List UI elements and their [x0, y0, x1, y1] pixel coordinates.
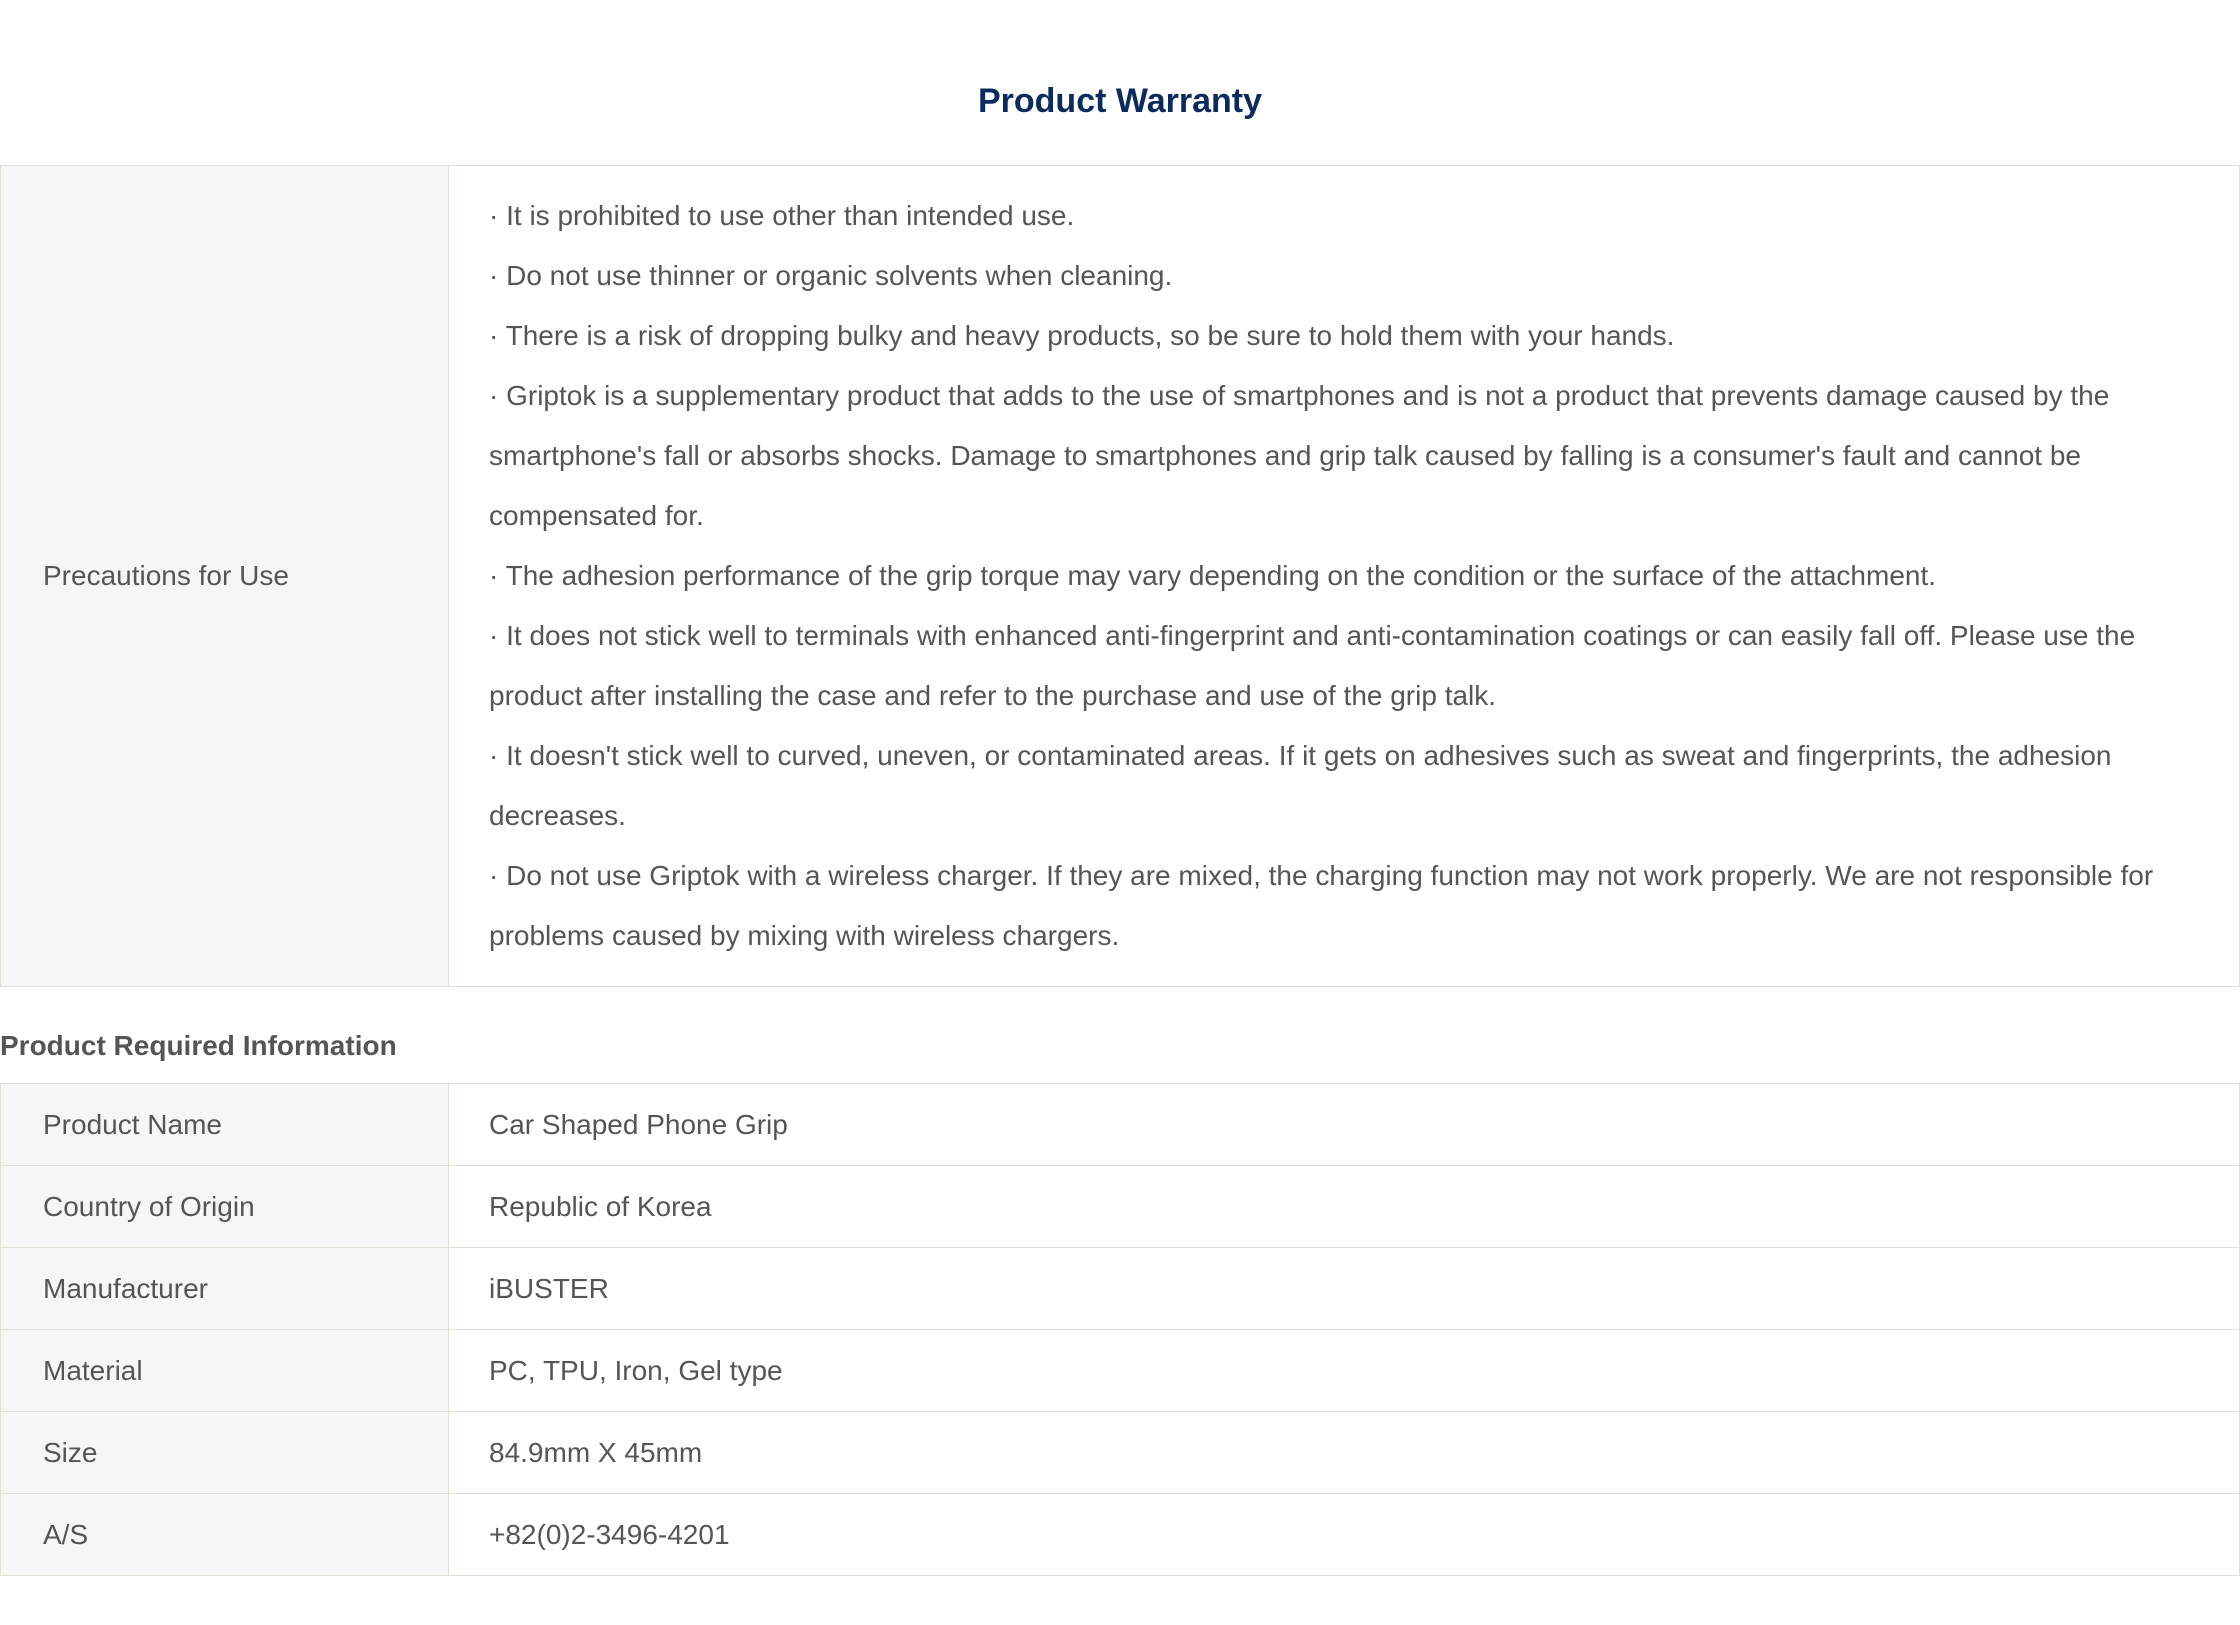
precautions-row [1, 166, 2240, 987]
info-row-manufacturer [1, 1248, 2240, 1330]
precaution-item: · Do not use thinner or organic solvents when cleaning. [489, 260, 1173, 291]
required-info-heading: Product Required Information [0, 1030, 397, 1061]
info-value: PC, TPU, Iron, Gel type [449, 1330, 2240, 1412]
precaution-item: · Griptok is a supplementary product that adds to the use of smartphones and is not a product that prevents damage caused by the smartphone's fall or absorbs shocks. Damage to smartphones and grip talk caused by falling is a consumer's fault and cannot be compensated for. [489, 380, 2110, 531]
precautions-cell [449, 166, 2240, 987]
info-row-size [1, 1412, 2240, 1494]
precaution-item: · Do not use Griptok with a wireless charger. If they are mixed, the charging function may not work properly. We are not responsible for problems caused by mixing with wireless chargers. [489, 860, 2154, 951]
info-value: iBUSTER [449, 1248, 2240, 1330]
info-row-country-of-origin [1, 1166, 2240, 1248]
precaution-item: · It is prohibited to use other than intended use. [489, 200, 1075, 231]
info-row-as [1, 1494, 2240, 1576]
info-row-product-name [1, 1084, 2240, 1166]
info-value: +82(0)2-3496-4201 [449, 1494, 2240, 1576]
info-row-material [1, 1330, 2240, 1412]
precautions-table [0, 165, 2240, 987]
info-label: Country of Origin [1, 1166, 449, 1248]
info-label: Product Name [1, 1084, 449, 1166]
info-value: Car Shaped Phone Grip [449, 1084, 2240, 1166]
info-value: 84.9mm X 45mm [449, 1412, 2240, 1494]
info-value: Republic of Korea [449, 1166, 2240, 1248]
precaution-item: · It doesn't stick well to curved, uneven, or contaminated areas. If it gets on adhesives such as sweat and fingerprints, the adhesion decreases. [489, 740, 2112, 831]
info-label: Size [1, 1412, 449, 1494]
info-label: Material [1, 1330, 449, 1412]
precaution-item: · There is a risk of dropping bulky and heavy products, so be sure to hold them with your hands. [489, 320, 1675, 351]
info-label: A/S [1, 1494, 449, 1576]
info-label: Manufacturer [1, 1248, 449, 1330]
precaution-item: · The adhesion performance of the grip torque may vary depending on the condition or the surface of the attachment. [489, 560, 1937, 591]
precautions-label: Precautions for Use [1, 166, 449, 987]
precaution-item: · It does not stick well to terminals with enhanced anti-fingerprint and anti-contamination coatings or can easily fall off. Please use the product after installing the case and refer to the purchase and use of the grip talk. [489, 620, 2136, 711]
page-title: Product Warranty [977, 82, 1262, 120]
precautions-list [489, 186, 2199, 966]
required-info-table [0, 1083, 2240, 1576]
